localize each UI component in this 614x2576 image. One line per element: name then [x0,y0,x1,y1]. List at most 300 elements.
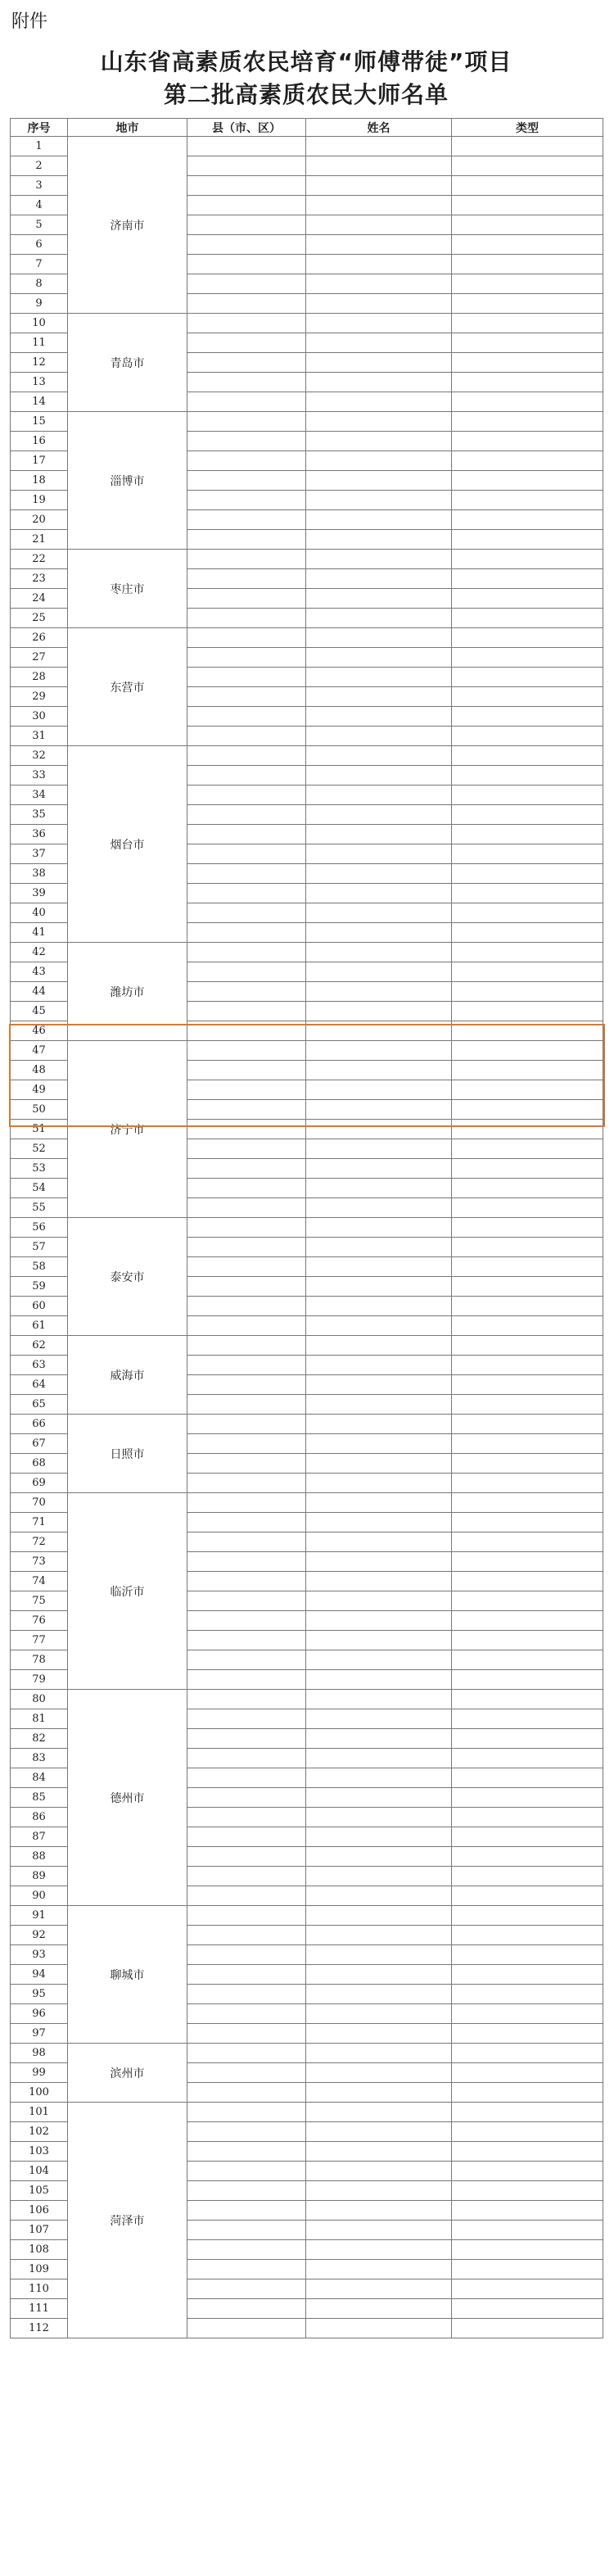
county-cell [187,1415,306,1434]
name-cell [306,1100,452,1120]
name-cell [306,176,452,196]
county-cell [187,2279,306,2299]
county-cell [187,2063,306,2083]
type-cell [452,1493,603,1513]
type-cell [452,196,603,215]
row-index: 72 [11,1532,68,1552]
name-cell [306,1395,452,1415]
name-cell [306,1316,452,1336]
county-cell [187,491,306,510]
type-cell [452,2319,603,2338]
county-cell [187,2004,306,2024]
name-cell [306,1434,452,1454]
row-index: 90 [11,1886,68,1906]
row-index: 69 [11,1474,68,1493]
type-cell [452,1218,603,1238]
name-cell [306,1218,452,1238]
county-cell [187,1238,306,1257]
name-cell [306,864,452,884]
type-cell [452,2240,603,2260]
row-index: 13 [11,373,68,392]
county-cell [187,392,306,412]
row-index: 96 [11,2004,68,2024]
county-cell [187,2181,306,2201]
county-cell [187,884,306,903]
county-cell [187,2162,306,2181]
farmer-master-list-table [10,118,603,2338]
county-cell [187,628,306,648]
row-index: 6 [11,235,68,255]
row-index: 101 [11,2103,68,2122]
type-cell [452,1808,603,1827]
row-index: 100 [11,2083,68,2103]
row-index: 93 [11,1945,68,1965]
city-cell: 滨州市 [68,2044,187,2103]
row-index: 11 [11,333,68,353]
name-cell [306,2142,452,2162]
row-index: 56 [11,1218,68,1238]
name-cell [306,333,452,353]
name-cell [306,727,452,746]
county-cell [187,1080,306,1100]
row-index: 34 [11,785,68,805]
type-cell [452,844,603,864]
name-cell [306,2260,452,2279]
row-index: 63 [11,1356,68,1375]
county-cell [187,1572,306,1591]
type-cell [452,943,603,962]
name-cell [306,1572,452,1591]
row-index: 20 [11,510,68,530]
row-index: 111 [11,2299,68,2319]
county-cell [187,1827,306,1847]
county-cell [187,2142,306,2162]
county-cell [187,1257,306,1277]
type-cell [452,2103,603,2122]
county-cell [187,314,306,333]
name-cell [306,1690,452,1709]
attachment-label: 附件 [11,11,48,32]
county-cell [187,746,306,766]
county-cell [187,1061,306,1080]
name-cell [306,1985,452,2004]
county-cell [187,294,306,314]
row-index: 10 [11,314,68,333]
row-index: 61 [11,1316,68,1336]
type-cell [452,903,603,923]
type-cell [452,1041,603,1061]
county-cell [187,2024,306,2044]
name-cell [306,1965,452,1985]
type-cell [452,1768,603,1788]
name-cell [306,1906,452,1926]
county-cell [187,785,306,805]
header-county: 县（市、区） [187,119,306,137]
type-cell [452,432,603,451]
county-cell [187,1926,306,1945]
county-cell [187,609,306,628]
row-index: 66 [11,1415,68,1434]
header-type: 类型 [452,119,603,137]
row-index: 8 [11,274,68,294]
county-cell [187,1965,306,1985]
county-cell [187,1591,306,1611]
row-index: 106 [11,2201,68,2221]
type-cell [452,1277,603,1297]
row-index: 43 [11,962,68,982]
name-cell [306,2201,452,2221]
type-cell [452,1591,603,1611]
type-cell [452,392,603,412]
type-cell [452,1670,603,1690]
county-cell [187,648,306,668]
table-row [11,2044,603,2063]
type-cell [452,1945,603,1965]
county-cell [187,2201,306,2221]
name-cell [306,1061,452,1080]
county-cell [187,1159,306,1179]
county-cell [187,1356,306,1375]
name-cell [306,569,452,589]
row-index: 87 [11,1827,68,1847]
county-cell [187,156,306,176]
row-index: 85 [11,1788,68,1808]
row-index: 97 [11,2024,68,2044]
row-index: 105 [11,2181,68,2201]
type-cell [452,2279,603,2299]
county-cell [187,943,306,962]
county-cell [187,2103,306,2122]
county-cell [187,982,306,1002]
name-cell [306,156,452,176]
city-cell: 烟台市 [68,746,187,943]
name-cell [306,884,452,903]
city-cell: 济宁市 [68,1041,187,1218]
county-cell [187,2260,306,2279]
row-index: 103 [11,2142,68,2162]
type-cell [452,1709,603,1729]
type-cell [452,353,603,373]
name-cell [306,2024,452,2044]
name-cell [306,255,452,274]
name-cell [306,805,452,825]
row-index: 41 [11,923,68,943]
county-cell [187,1375,306,1395]
row-index: 32 [11,746,68,766]
row-index: 62 [11,1336,68,1356]
name-cell [306,1297,452,1316]
county-cell [187,923,306,943]
table-body [11,137,603,2338]
type-cell [452,215,603,235]
type-cell [452,884,603,903]
row-index: 44 [11,982,68,1002]
row-index: 29 [11,687,68,707]
county-cell [187,1611,306,1631]
name-cell [306,1945,452,1965]
county-cell [187,1788,306,1808]
row-index: 12 [11,353,68,373]
city-cell: 东营市 [68,628,187,746]
header-city: 地市 [68,119,187,137]
city-cell: 淄博市 [68,412,187,550]
type-cell [452,1434,603,1454]
name-cell [306,1532,452,1552]
county-cell [187,1100,306,1120]
row-index: 92 [11,1926,68,1945]
type-cell [452,2004,603,2024]
row-index: 102 [11,2122,68,2142]
row-index: 107 [11,2221,68,2240]
county-cell [187,1002,306,1021]
county-cell [187,903,306,923]
name-cell [306,844,452,864]
name-cell [306,1179,452,1198]
type-cell [452,1572,603,1591]
row-index: 99 [11,2063,68,2083]
county-cell [187,2044,306,2063]
type-cell [452,2162,603,2181]
county-cell [187,451,306,471]
county-cell [187,569,306,589]
row-index: 81 [11,1709,68,1729]
county-cell [187,707,306,727]
county-cell [187,2122,306,2142]
name-cell [306,196,452,215]
row-index: 23 [11,569,68,589]
county-cell [187,1395,306,1415]
type-cell [452,2044,603,2063]
type-cell [452,668,603,687]
name-cell [306,510,452,530]
county-cell [187,255,306,274]
type-cell [452,1631,603,1650]
county-cell [187,2299,306,2319]
county-cell [187,1513,306,1532]
table-row [11,1041,603,1061]
row-index: 60 [11,1297,68,1316]
name-cell [306,1375,452,1395]
county-cell [187,353,306,373]
type-cell [452,589,603,609]
row-index: 45 [11,1002,68,1021]
name-cell [306,1493,452,1513]
county-cell [187,412,306,432]
county-cell [187,1493,306,1513]
name-cell [306,491,452,510]
name-cell [306,923,452,943]
type-cell [452,2083,603,2103]
row-index: 33 [11,766,68,785]
row-index: 64 [11,1375,68,1395]
name-cell [306,1120,452,1139]
county-cell [187,727,306,746]
type-cell [452,923,603,943]
type-cell [452,2221,603,2240]
row-index: 86 [11,1808,68,1827]
type-cell [452,2260,603,2279]
county-cell [187,432,306,451]
type-cell [452,2063,603,2083]
type-cell [452,1257,603,1277]
type-cell [452,746,603,766]
row-index: 46 [11,1021,68,1041]
county-cell [187,1768,306,1788]
county-cell [187,1198,306,1218]
type-cell [452,1729,603,1749]
name-cell [306,550,452,569]
name-cell [306,2004,452,2024]
name-cell [306,668,452,687]
city-cell: 菏泽市 [68,2103,187,2338]
county-cell [187,1552,306,1572]
name-cell [306,1238,452,1257]
county-cell [187,471,306,491]
type-cell [452,451,603,471]
county-cell [187,844,306,864]
county-cell [187,1650,306,1670]
row-index: 4 [11,196,68,215]
type-cell [452,1985,603,2004]
name-cell [306,1591,452,1611]
type-cell [452,1395,603,1415]
name-cell [306,628,452,648]
name-cell [306,1415,452,1434]
name-cell [306,707,452,727]
county-cell [187,1749,306,1768]
row-index: 74 [11,1572,68,1591]
county-cell [187,1532,306,1552]
row-index: 109 [11,2260,68,2279]
type-cell [452,707,603,727]
county-cell [187,864,306,884]
row-index: 94 [11,1965,68,1985]
name-cell [306,1002,452,1021]
row-index: 80 [11,1690,68,1709]
county-cell [187,235,306,255]
table-header [11,119,603,137]
type-cell [452,176,603,196]
name-cell [306,982,452,1002]
type-cell [452,530,603,550]
city-cell: 济南市 [68,137,187,314]
name-cell [306,530,452,550]
row-index: 82 [11,1729,68,1749]
row-index: 31 [11,727,68,746]
type-cell [452,2181,603,2201]
type-cell [452,491,603,510]
type-cell [452,471,603,491]
type-cell [452,785,603,805]
row-index: 36 [11,825,68,844]
name-cell [306,2181,452,2201]
table-row [11,1906,603,1926]
county-cell [187,1179,306,1198]
row-index: 77 [11,1631,68,1650]
row-index: 22 [11,550,68,569]
row-index: 9 [11,294,68,314]
type-cell [452,1021,603,1041]
name-cell [306,137,452,156]
type-cell [452,1965,603,1985]
row-index: 68 [11,1454,68,1474]
county-cell [187,2221,306,2240]
county-cell [187,1277,306,1297]
city-cell: 聊城市 [68,1906,187,2044]
type-cell [452,1926,603,1945]
type-cell [452,235,603,255]
name-cell [306,451,452,471]
county-cell [187,1474,306,1493]
name-cell [306,2319,452,2338]
type-cell [452,314,603,333]
row-index: 76 [11,1611,68,1631]
name-cell [306,2240,452,2260]
city-cell: 枣庄市 [68,550,187,628]
table-row [11,2103,603,2122]
row-index: 84 [11,1768,68,1788]
type-cell [452,2122,603,2142]
name-cell [306,1336,452,1356]
name-cell [306,1886,452,1906]
county-cell [187,1867,306,1886]
county-cell [187,1021,306,1041]
row-index: 57 [11,1238,68,1257]
type-cell [452,727,603,746]
table-row [11,412,603,432]
table-row [11,943,603,962]
table-row [11,1336,603,1356]
type-cell [452,1532,603,1552]
name-cell [306,1513,452,1532]
name-cell [306,1159,452,1179]
county-cell [187,1729,306,1749]
type-cell [452,333,603,353]
name-cell [306,274,452,294]
type-cell [452,1375,603,1395]
name-cell [306,1867,452,1886]
row-index: 17 [11,451,68,471]
city-cell: 潍坊市 [68,943,187,1041]
county-cell [187,510,306,530]
name-cell [306,1729,452,1749]
county-cell [187,962,306,982]
county-cell [187,333,306,353]
name-cell [306,962,452,982]
row-index: 25 [11,609,68,628]
row-index: 40 [11,903,68,923]
county-cell [187,805,306,825]
type-cell [452,2299,603,2319]
row-index: 70 [11,1493,68,1513]
row-index: 58 [11,1257,68,1277]
county-cell [187,1297,306,1316]
type-cell [452,550,603,569]
name-cell [306,825,452,844]
type-cell [452,825,603,844]
type-cell [452,1316,603,1336]
name-cell [306,1021,452,1041]
name-cell [306,2063,452,2083]
name-cell [306,1847,452,1867]
row-index: 24 [11,589,68,609]
county-cell [187,1690,306,1709]
name-cell [306,1552,452,1572]
name-cell [306,943,452,962]
name-cell [306,2221,452,2240]
row-index: 83 [11,1749,68,1768]
county-cell [187,1985,306,2004]
